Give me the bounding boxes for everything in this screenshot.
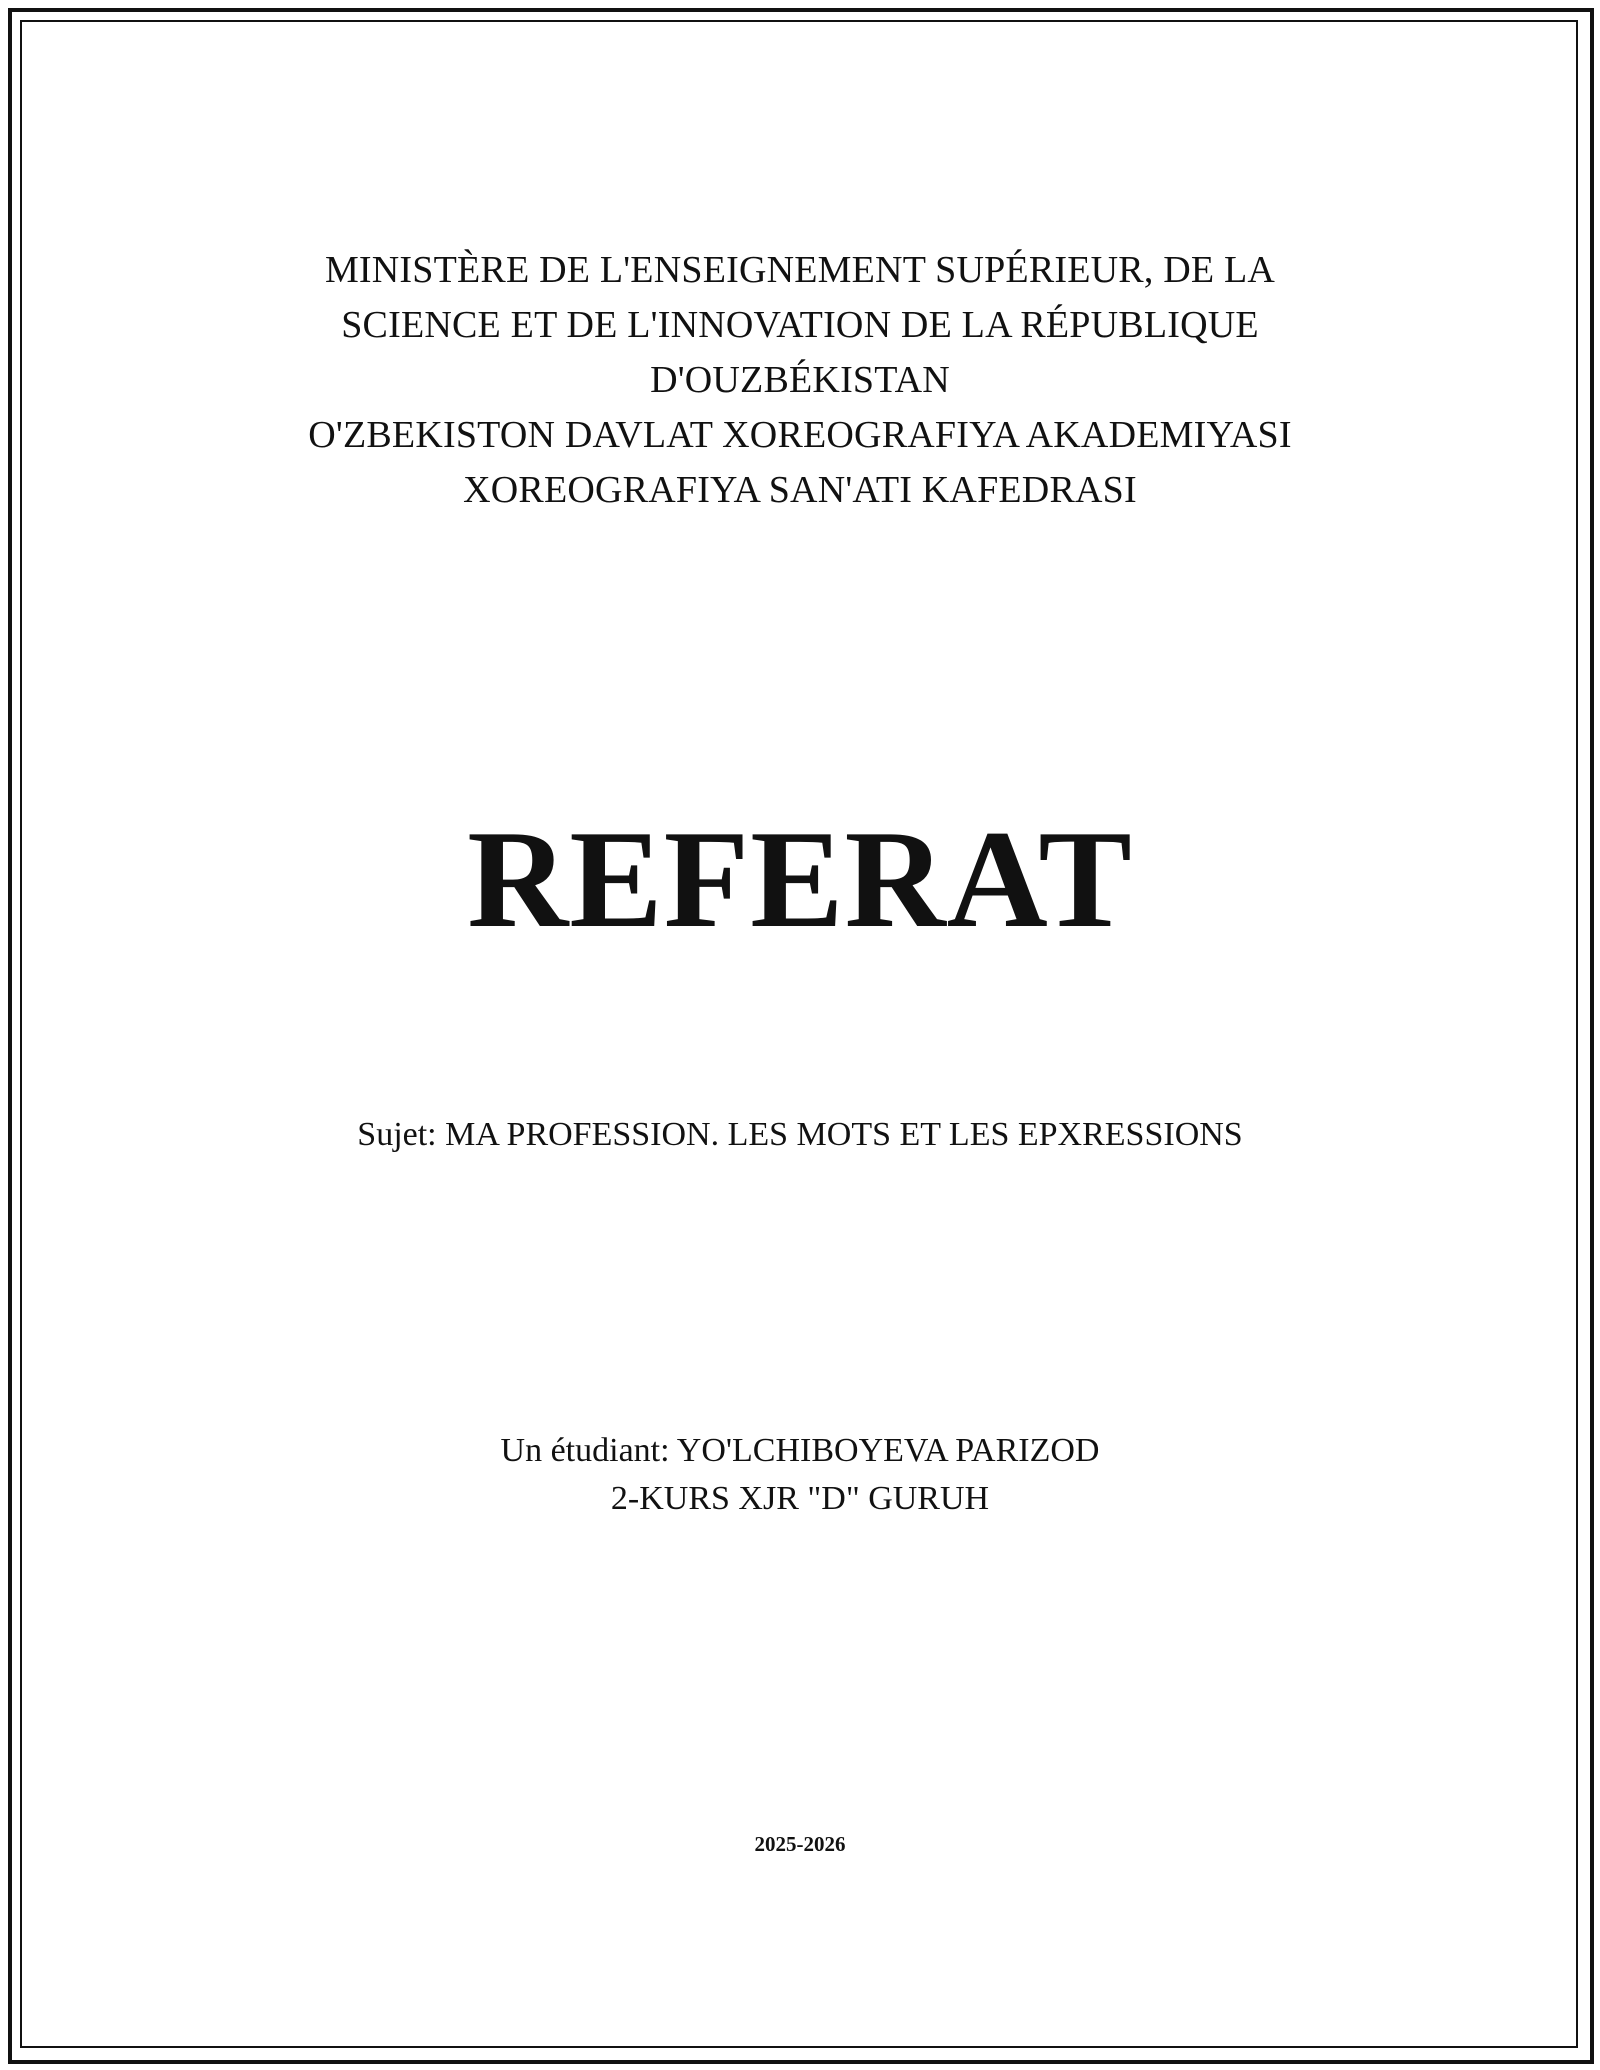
header-line-ministry-2: SCIENCE ET DE L'INNOVATION DE LA RÉPUBLIQUE <box>341 304 1259 346</box>
student-name: Un étudiant: YO'LCHIBOYEVA PARIZOD <box>500 1432 1100 1469</box>
student-group: 2-KURS XJR "D" GURUH <box>610 1480 990 1517</box>
academic-year: 2025-2026 <box>754 1832 846 1856</box>
institution-header <box>0 243 1600 518</box>
document-title: REFERAT <box>467 802 1133 957</box>
student-info <box>0 1427 1600 1523</box>
header-line-ministry-3: D'OUZBÉKISTAN <box>650 359 950 401</box>
header-line-academy: O'ZBEKISTON DAVLAT XOREOGRAFIYA AKADEMIYASI <box>308 414 1292 456</box>
header-line-department: XOREOGRAFIYA SAN'ATI KAFEDRASI <box>463 469 1137 511</box>
subject-line: Sujet: MA PROFESSION. LES MOTS ET LES EPXRESSIONS <box>357 1116 1243 1153</box>
header-line-ministry-1: MINISTÈRE DE L'ENSEIGNEMENT SUPÉRIEUR, DE LA <box>324 249 1276 291</box>
